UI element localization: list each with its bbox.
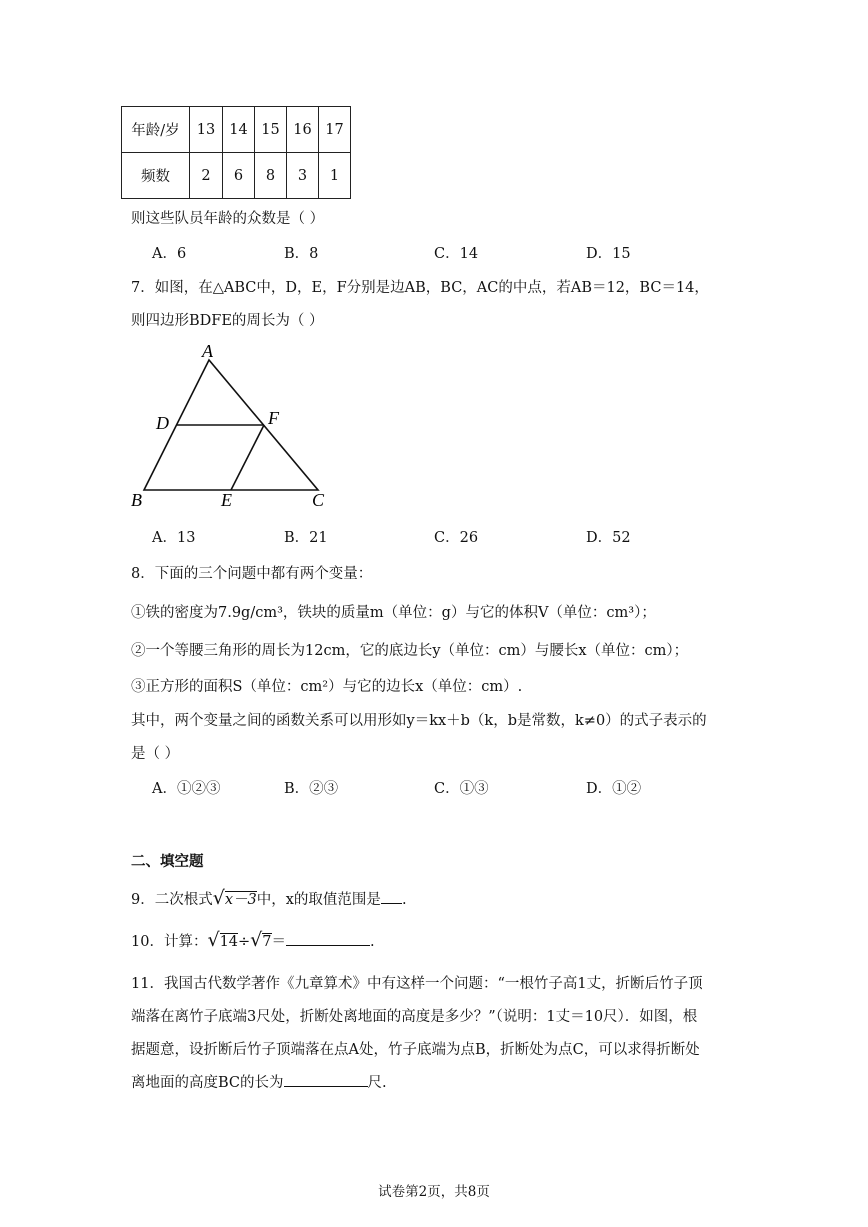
segment-fe	[231, 425, 264, 490]
section-title: 二、填空题	[131, 853, 204, 870]
q10-eq: ＝	[271, 934, 287, 950]
q8-option-d: D．①②	[586, 781, 642, 797]
sqrt-icon: √	[250, 929, 263, 951]
q9-end: .	[401, 892, 407, 908]
q9-stem	[131, 887, 407, 909]
q7-option-a: A．13	[152, 530, 196, 546]
q11-line4-prefix: 离地面的高度BC的长为	[131, 1075, 284, 1091]
q7-option-d: D．52	[586, 530, 631, 546]
q10-answer-blank	[286, 931, 370, 946]
q8-option-b: B．②③	[284, 781, 339, 797]
label-e: E	[221, 490, 232, 510]
q8-option-c: C．①③	[434, 781, 489, 797]
table-cell: 6	[223, 153, 255, 199]
label-f: F	[268, 408, 279, 428]
q6-option-a: A．6	[152, 246, 187, 262]
q10-expr1: 14	[219, 934, 239, 950]
q8-item-3: ③正方形的面积S（单位：cm²）与它的边长x（单位：cm）.	[131, 679, 523, 695]
q11-line3: 据题意，设折断后竹子顶端落在点A处，竹子底端为点B，折断处为点C，可以求得折断处	[131, 1042, 700, 1058]
q9-answer-blank	[381, 889, 402, 904]
q10-div: ÷	[238, 934, 251, 950]
q11-line1: 11．我国古代数学著作《九章算术》中有这样一个问题：“一根竹子高1丈，折断后竹子顶	[131, 976, 703, 992]
q6-option-d: D．15	[586, 246, 631, 262]
table-cell: 15	[255, 107, 287, 153]
table-cell: 16	[287, 107, 319, 153]
q7-stem-line2: 则四边形BDFE的周长为（ ）	[131, 313, 324, 329]
q6-option-b: B．8	[284, 246, 319, 262]
triangle-figure	[0, 0, 868, 520]
q6-option-c: C．14	[434, 246, 479, 262]
q10-stem	[131, 929, 375, 951]
table-cell: 3	[287, 153, 319, 199]
label-d: D	[156, 413, 169, 433]
q9-prefix: 9．二次根式	[131, 892, 213, 908]
table-cell: 1	[319, 153, 351, 199]
q9-radicand: x－3	[224, 892, 257, 908]
q7-option-c: C．26	[434, 530, 479, 546]
sqrt-icon: √	[212, 887, 225, 909]
q10-end: .	[370, 934, 375, 950]
label-b: B	[131, 490, 142, 510]
q7-stem-line1: 7．如图，在△ABC中，D，E，F分别是边AB，BC，AC的中点，若AB＝12，BC＝14，	[131, 280, 709, 296]
sqrt-icon: √	[207, 929, 220, 951]
table-header-cell: 年龄/岁	[122, 107, 190, 153]
q9-suffix: 中，x的取值范围是	[256, 892, 381, 908]
q6-stem: 则这些队员年龄的众数是（ ）	[131, 211, 325, 227]
table-cell: 2	[190, 153, 223, 199]
q11-line2: 端落在离竹子底端3尺处，折断处离地面的高度是多少？”（说明：1丈＝10尺）．如图，根	[131, 1009, 698, 1025]
table-cell: 8	[255, 153, 287, 199]
q8-intro: 8．下面的三个问题中都有两个变量：	[131, 566, 373, 582]
q8-item-1: ①铁的密度为7.9g/cm³，铁块的质量m（单位：g）与它的体积V（单位：cm³）；	[131, 605, 656, 621]
q11-line4-suffix: 尺.	[367, 1075, 387, 1091]
q8-item-2: ②一个等腰三角形的周长为12cm，它的底边长y（单位：cm）与腰长x（单位：cm）；	[131, 643, 689, 659]
q8-stem-line5: 是（ ）	[131, 746, 180, 762]
q11-line4	[131, 1071, 387, 1092]
table-cell: 13	[190, 107, 223, 153]
q7-option-b: B．21	[284, 530, 328, 546]
q10-expr2: 7	[262, 934, 272, 950]
q11-answer-blank	[284, 1072, 368, 1087]
label-c: C	[312, 490, 325, 510]
table-cell: 17	[319, 107, 351, 153]
q8-option-a: A．①②③	[152, 781, 221, 797]
table-cell: 14	[223, 107, 255, 153]
q8-stem-line4: 其中，两个变量之间的函数关系可以用形如y＝kx＋b（k，b是常数，k≠0）的式子表示的	[131, 713, 707, 729]
page-footer: 试卷第2页，共8页	[378, 1184, 490, 1200]
label-a: A	[202, 341, 213, 361]
q10-prefix: 10．计算：	[131, 934, 208, 950]
table-header-cell: 频数	[122, 153, 190, 199]
